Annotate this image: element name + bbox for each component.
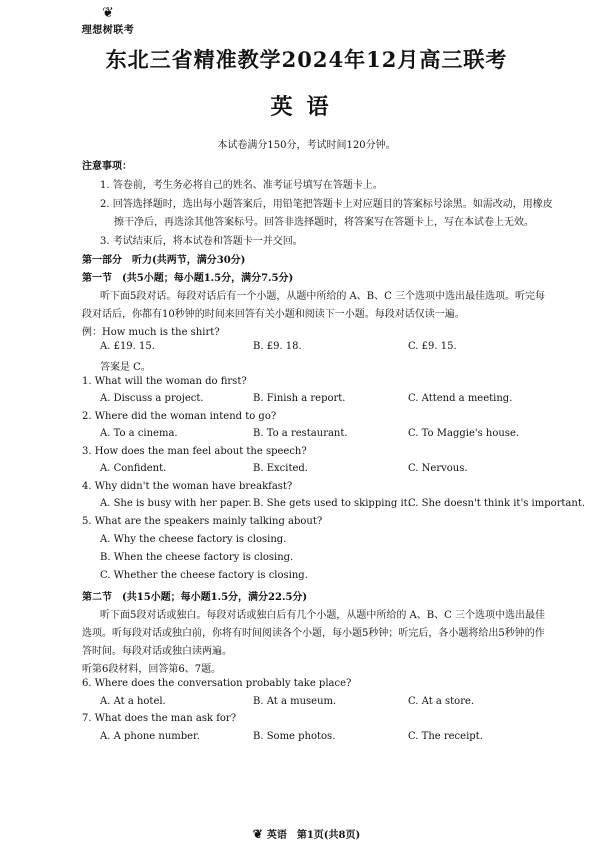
section1-instruction-b: 段对话后，你都有10秒钟的时间来回答有关小题和阅读下一小题。每段对话仅读一遍。	[82, 309, 465, 320]
question-3-option-c: C. Nervous.	[408, 463, 468, 474]
logo-tree-icon: ❦	[102, 5, 114, 21]
section2-instruction-c: 答时间。每段对话或独白读两遍。	[82, 646, 232, 657]
question-5-option-a: A. Why the cheese factory is closing.	[100, 534, 287, 545]
notes-heading: 注意事项：	[82, 161, 132, 172]
question-5-option-c: C. Whether the cheese factory is closing.	[100, 570, 308, 581]
logo-text: 理想树联考	[81, 25, 135, 36]
section2-heading: 第二节 (共15小题；每小题1.5分，满分22.5分)	[82, 592, 308, 603]
question-6-option-b: B. At a museum.	[253, 696, 337, 707]
subject-title: 英语	[270, 94, 343, 120]
question-7-option-b: B. Some photos.	[253, 731, 336, 742]
question-1-option-c: C. Attend a meeting.	[408, 393, 513, 404]
question-2-option-b: B. To a restaurant.	[253, 428, 348, 439]
material-6-note: 听第6段材料，回答第6、7题。	[82, 664, 222, 675]
footer-logo-icon: ❦	[252, 827, 263, 841]
exam-info: 本试卷满分150分，考试时间120分钟。	[217, 140, 396, 151]
section1-heading: 第一节 (共5小题；每小题1.5分，满分7.5分)	[82, 273, 294, 284]
question-6-option-c: C. At a store.	[408, 696, 475, 707]
question-1-option-a: A. Discuss a project.	[100, 393, 204, 404]
question-6-option-a: A. At a hotel.	[100, 696, 166, 707]
notes-item-3: 3. 考试结束后，将本试卷和答题卡一并交回。	[100, 236, 303, 247]
example-option-b: B. £9. 18.	[253, 341, 302, 352]
notes-item-1: 1. 答卷前，考生务必将自己的姓名、准考证号填写在答题卡上。	[100, 180, 383, 191]
question-2: 2. Where did the woman intend to go?	[82, 411, 277, 422]
question-2-option-c: C. To Maggie's house.	[408, 428, 520, 439]
question-2-option-a: A. To a cinema.	[100, 428, 178, 439]
question-6: 6. Where does the conversation probably take place?	[82, 678, 352, 689]
example-answer: 答案是 C。	[100, 362, 151, 373]
question-3: 3. How does the man feel about the speech?	[82, 446, 307, 457]
example-option-a: A. £19. 15.	[100, 341, 155, 352]
example-question: 例：How much is the shirt?	[82, 327, 220, 338]
section2-instruction-a: 听下面5段对话或独白。每段对话或独白后有几个小题，从题中所给的 A、B、C 三个选项中选出最佳	[100, 610, 545, 621]
exam-title: 东北三省精准教学2024年12月高三联考	[105, 47, 508, 72]
question-7: 7. What does the man ask for?	[82, 713, 237, 724]
logo	[78, 6, 138, 36]
question-7-option-c: C. The receipt.	[408, 731, 483, 742]
question-3-option-b: B. Excited.	[253, 463, 308, 474]
question-4: 4. Why didn't the woman have breakfast?	[82, 481, 293, 492]
part1-heading: 第一部分 听力(共两节，满分30分)	[82, 255, 246, 266]
footer-text: 英语 第1页(共8页)	[266, 830, 361, 841]
notes-item-2b: 擦干净后，再选涂其他答案标号。回答非选择题时，将答案写在答题卡上，写在本试卷上无效。	[114, 217, 534, 228]
question-5-option-b: B. When the cheese factory is closing.	[100, 552, 294, 563]
question-1: 1. What will the woman do first?	[82, 376, 247, 387]
page-footer	[0, 826, 613, 841]
question-3-option-a: A. Confident.	[100, 463, 167, 474]
question-1-option-b: B. Finish a report.	[253, 393, 346, 404]
notes-item-2a: 2. 回答选择题时，选出每小题答案后，用铅笔把答题卡上对应题目的答案标号涂黑。如需改动，用橡皮	[100, 199, 553, 210]
section2-instruction-b: 选项。听每段对话或独白前，你将有时间阅读各个小题，每小题5秒钟；听完后，各小题将给出5秒钟的作	[82, 628, 545, 639]
question-5: 5. What are the speakers mainly talking about?	[82, 516, 323, 527]
question-4-option-c: C. She doesn't think it's important.	[408, 498, 586, 509]
question-7-option-a: A. A phone number.	[100, 731, 200, 742]
question-4-option-a: A. She is busy with her paper.	[100, 498, 252, 509]
example-option-c: C. £9. 15.	[408, 341, 457, 352]
question-4-option-b: B. She gets used to skipping it.	[253, 498, 411, 509]
section1-instruction-a: 听下面5段对话。每段对话后有一个小题，从题中所给的 A、B、C 三个选项中选出最佳选项。听完每	[100, 291, 545, 302]
